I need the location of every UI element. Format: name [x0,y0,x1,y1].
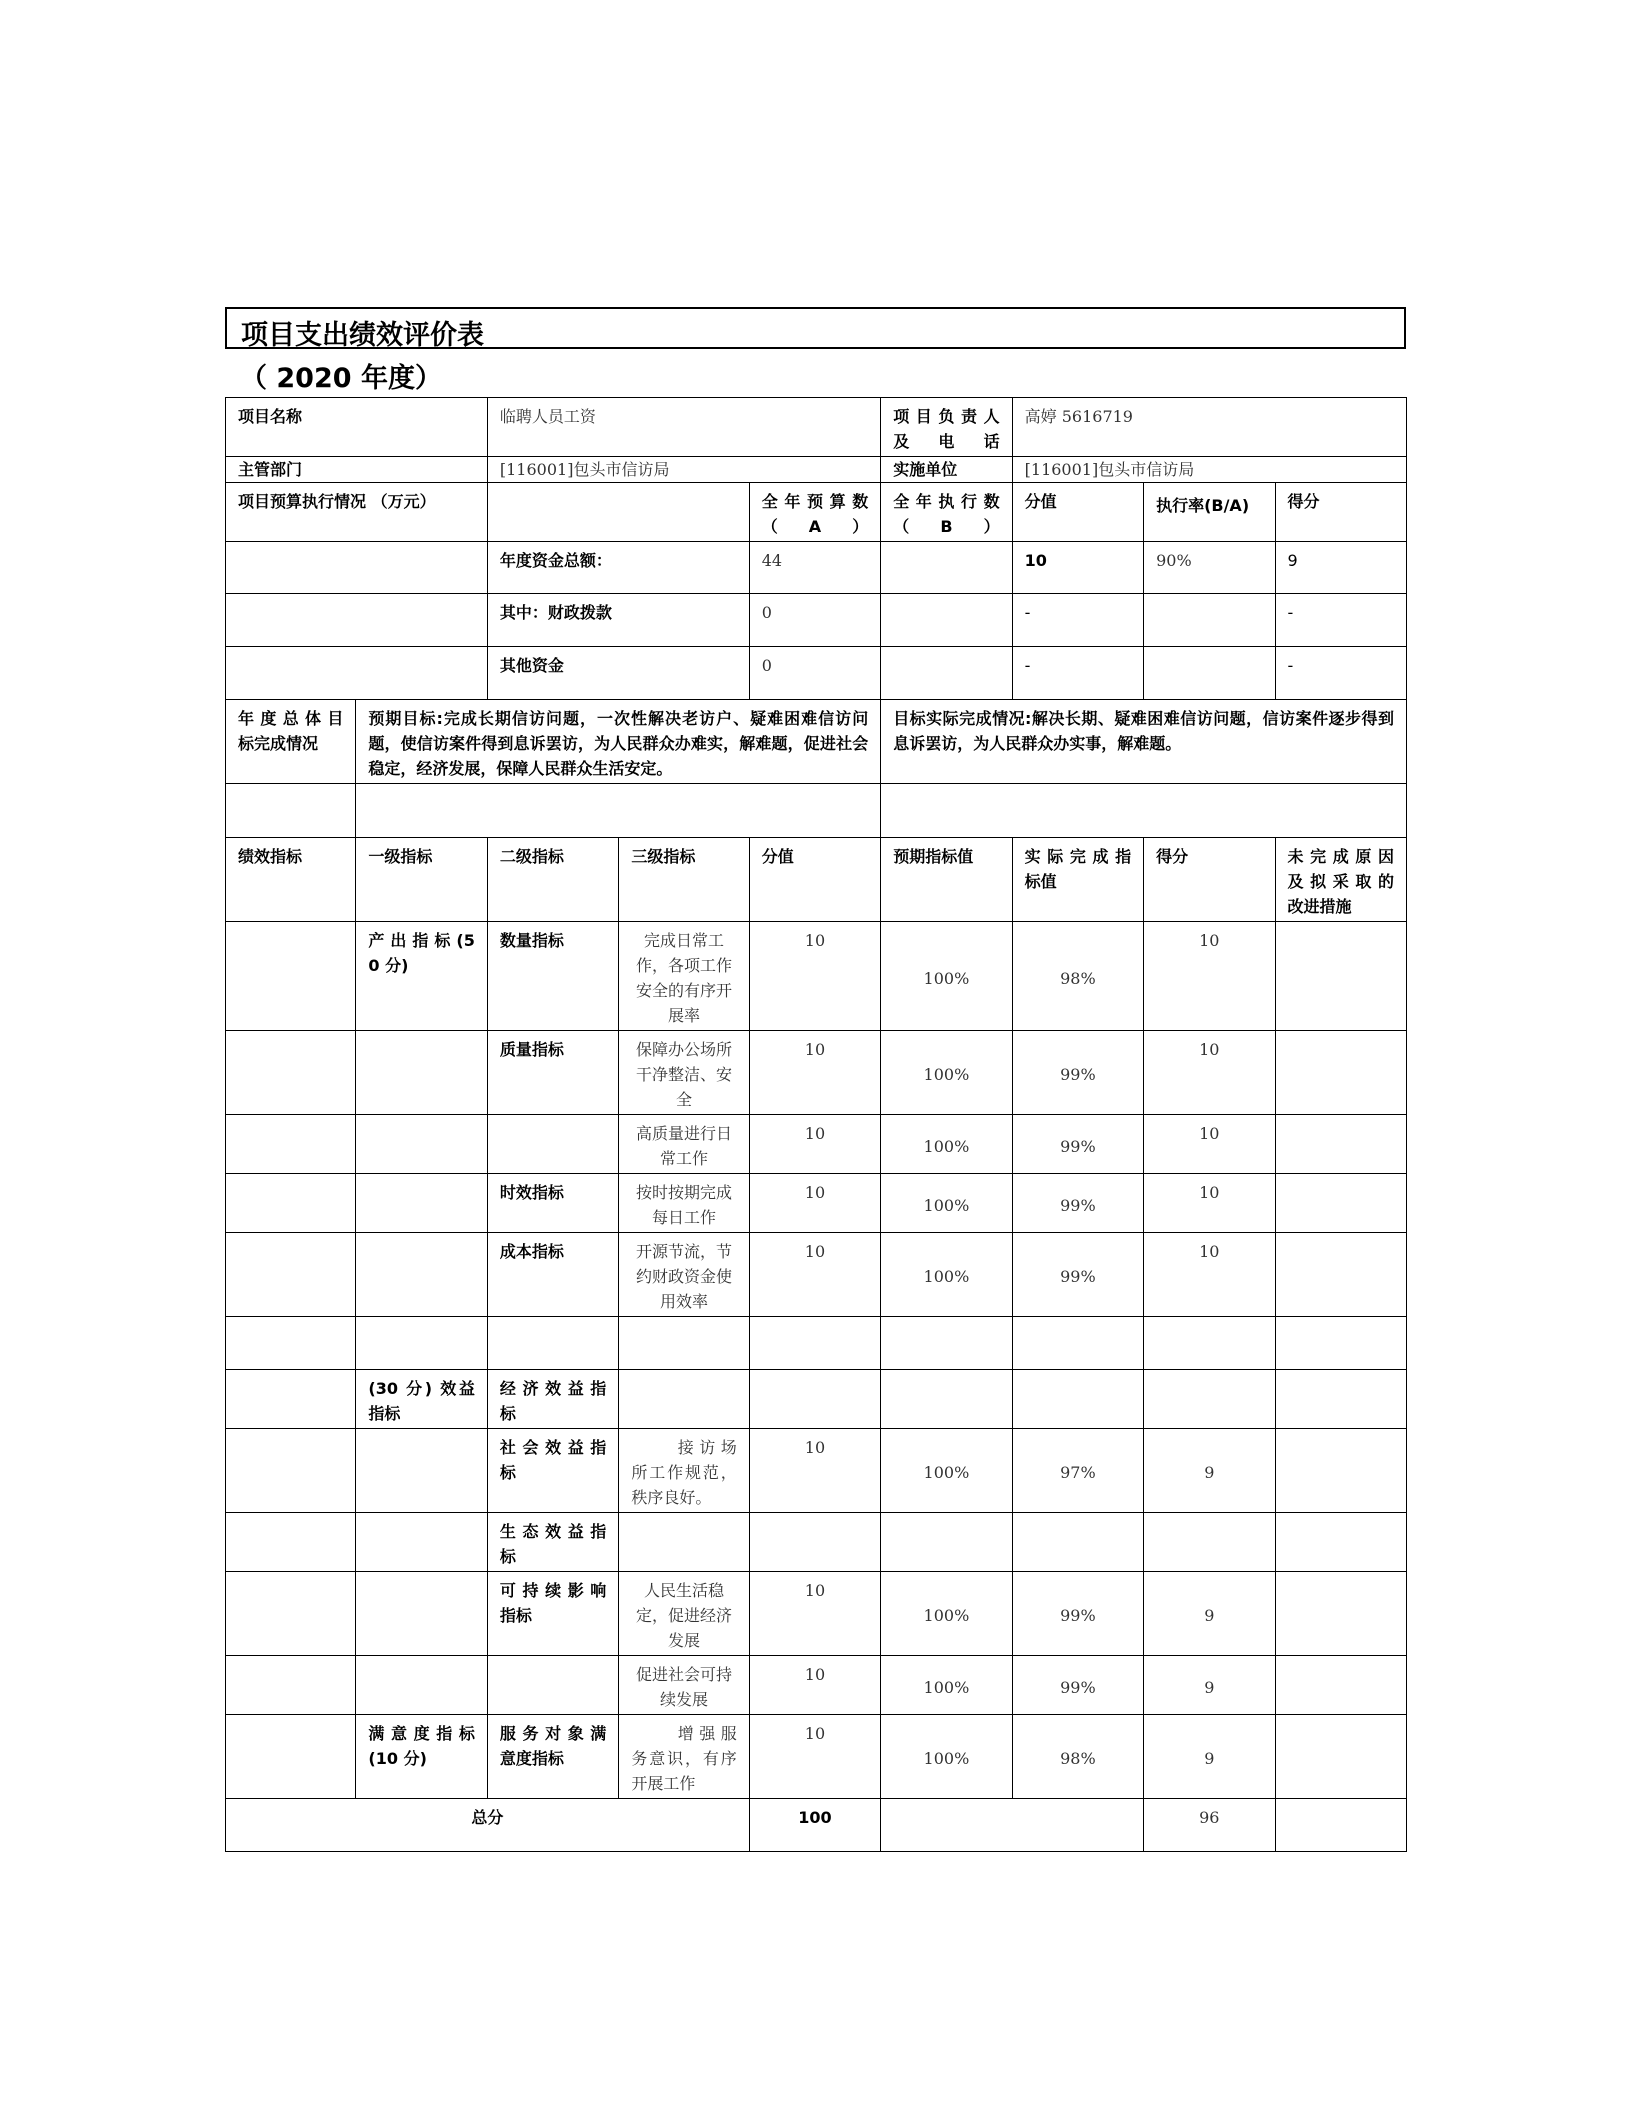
table-row [226,1031,1407,1115]
level3-text: 促进社会可持续发展 [619,1656,749,1715]
budget-col-b: 全 年 执 行 数（B） [881,483,1012,542]
row-got: 10 [1144,1174,1275,1233]
row-got: 10 [1144,1031,1275,1115]
table-row [226,647,1407,700]
budget-row-b [881,594,1012,647]
table-row [226,1656,1407,1715]
row-score: 10 [749,1233,880,1317]
level2-cost: 成本指标 [487,1233,618,1317]
goal-actual: 目标实际完成情况:解决长期、疑难困难信访问题，信访案件逐步得到息诉罢访，为人民群众办实事，解难题。 [881,700,1407,784]
table-row [226,784,1407,838]
level1-satisfaction: 满 意 度 指 标 (10 分) [356,1715,487,1799]
level3-text: 高质量进行日常工作 [619,1115,749,1174]
dept-label: 主管部门 [226,457,488,483]
budget-row-got: 9 [1275,542,1406,594]
perf-header-got: 得分 [1144,838,1275,922]
perf-header-expected: 预期指标值 [881,838,1012,922]
row-score: 10 [749,922,880,1031]
project-name-value: 临聘人员工资 [487,398,880,457]
table-row [226,398,1407,457]
level2-sustainable: 可 持 续 影 响 指标 [487,1572,618,1656]
table-row [226,1572,1407,1656]
row-score: 10 [749,1429,880,1513]
row-expected: 100% [881,1031,1012,1115]
goal-expected: 预期目标:完成长期信访问题，一次性解决老访户、疑难困难信访问题，使信访案件得到息诉罢访，为人民群众办难实，解难题，促进社会稳定，经济发展，保障人民群众生活安定。 [356,700,881,784]
evaluation-table [225,397,1407,1852]
budget-col-a: 全 年 预 算 数（A） [749,483,880,542]
goal-label: 年 度 总 体 目 标完成情况 [226,700,356,784]
row-expected: 100% [881,1572,1012,1656]
row-score: 10 [749,1572,880,1656]
row-got: 10 [1144,922,1275,1031]
page-title: 项目支出绩效评价表 [241,320,484,351]
row-got: 9 [1144,1656,1275,1715]
level3-text: 完成日常工作，各项工作安全的有序开展率 [619,922,749,1031]
leader-label: 项 目 负 责 人 及电话 [881,398,1012,457]
budget-row-label: 年度资金总额： [487,542,749,594]
row-score: 10 [749,1715,880,1799]
project-name-label: 项目名称 [226,398,488,457]
row-actual: 98% [1012,1715,1143,1799]
row-got: 9 [1144,1572,1275,1656]
row-got: 9 [1144,1715,1275,1799]
budget-col-score: 分值 [1012,483,1143,542]
level3-text: 保障办公场所干净整洁、安全 [619,1031,749,1115]
row-actual: 98% [1012,922,1143,1031]
title-box [225,307,1406,349]
budget-col-got: 得分 [1275,483,1406,542]
row-score: 10 [749,1031,880,1115]
table-row [226,594,1407,647]
table-row [226,1715,1407,1799]
level2-quantity: 数量指标 [487,922,618,1031]
budget-row-score: - [1012,594,1143,647]
table-row [226,700,1407,784]
perf-header-actual: 实 际 完 成 指 标值 [1012,838,1143,922]
row-expected: 100% [881,1656,1012,1715]
table-row [226,1174,1407,1233]
level3-text: 开源节流，节约财政资金使用效率 [619,1233,749,1317]
impl-value: [116001]包头市信访局 [1012,457,1406,483]
budget-row-got: - [1275,647,1406,700]
row-score: 10 [749,1115,880,1174]
row-score: 10 [749,1174,880,1233]
table-row [226,1317,1407,1370]
table-row [226,1429,1407,1513]
row-expected: 100% [881,1174,1012,1233]
total-label: 总分 [226,1799,750,1852]
row-expected: 100% [881,1429,1012,1513]
budget-row-a: 44 [749,542,880,594]
row-actual: 97% [1012,1429,1143,1513]
dept-value: [116001]包头市信访局 [487,457,880,483]
year-label: （ 2020 年度） [240,363,442,394]
budget-row-score: - [1012,647,1143,700]
impl-label: 实施单位 [881,457,1012,483]
budget-row-rate: 90% [1144,542,1275,594]
level1-output: 产 出 指 标 (50 分) [356,922,487,1031]
table-row [226,1233,1407,1317]
level3-text: 按时按期完成每日工作 [619,1174,749,1233]
row-actual: 99% [1012,1572,1143,1656]
budget-row-a: 0 [749,647,880,700]
table-row [226,457,1407,483]
budget-row-a: 0 [749,594,880,647]
row-expected: 100% [881,922,1012,1031]
level2-service: 服 务 对 象 满 意度指标 [487,1715,618,1799]
level2-economic: 经 济 效 益 指 标 [487,1370,618,1429]
row-expected: 100% [881,1233,1012,1317]
level1-benefit: (30 分) 效益指标 [356,1370,487,1429]
budget-row-got: - [1275,594,1406,647]
perf-header-level3: 三级指标 [619,838,749,922]
table-row [226,542,1407,594]
table-row [226,922,1407,1031]
level2-quality: 质量指标 [487,1031,618,1115]
level2-social: 社 会 效 益 指 标 [487,1429,618,1513]
table-row [226,1370,1407,1429]
row-actual: 99% [1012,1174,1143,1233]
row-got: 9 [1144,1429,1275,1513]
table-row [226,1115,1407,1174]
budget-row-b [881,542,1012,594]
budget-row-label: 其中：财政拨款 [487,594,749,647]
perf-header-level1: 一级指标 [356,838,487,922]
perf-header-indicator: 绩效指标 [226,838,356,922]
row-expected: 100% [881,1115,1012,1174]
level3-text: 人民生活稳定，促进经济发展 [619,1572,749,1656]
level3-text: 增强服务意识，有序开展工作 [619,1715,749,1799]
budget-row-rate [1144,594,1275,647]
table-row [226,838,1407,922]
row-actual: 99% [1012,1115,1143,1174]
total-score: 100 [749,1799,880,1852]
row-score: 10 [749,1656,880,1715]
perf-header-score: 分值 [749,838,880,922]
row-got: 10 [1144,1233,1275,1317]
perf-header-level2: 二级指标 [487,838,618,922]
budget-row-score: 10 [1012,542,1143,594]
total-got: 96 [1144,1799,1275,1852]
level2-timeliness: 时效指标 [487,1174,618,1233]
row-expected: 100% [881,1715,1012,1799]
row-got: 10 [1144,1115,1275,1174]
budget-row-label: 其他资金 [487,647,749,700]
row-actual: 99% [1012,1656,1143,1715]
row-actual: 99% [1012,1031,1143,1115]
table-row [226,1799,1407,1852]
budget-label: 项目预算执行情况 （万元） [226,483,488,542]
budget-row-b [881,647,1012,700]
table-row [226,1513,1407,1572]
perf-header-reason: 未 完 成 原 因 及 拟 采 取 的 改进措施 [1275,838,1406,922]
leader-value: 高婷 5616719 [1012,398,1406,457]
level3-text: 接访场所工作规范，秩序良好。 [619,1429,749,1513]
level2-ecological: 生 态 效 益 指 标 [487,1513,618,1572]
budget-row-rate [1144,647,1275,700]
row-actual: 99% [1012,1233,1143,1317]
budget-col-rate: 执行率(B/A) [1144,483,1275,542]
table-row [226,483,1407,542]
